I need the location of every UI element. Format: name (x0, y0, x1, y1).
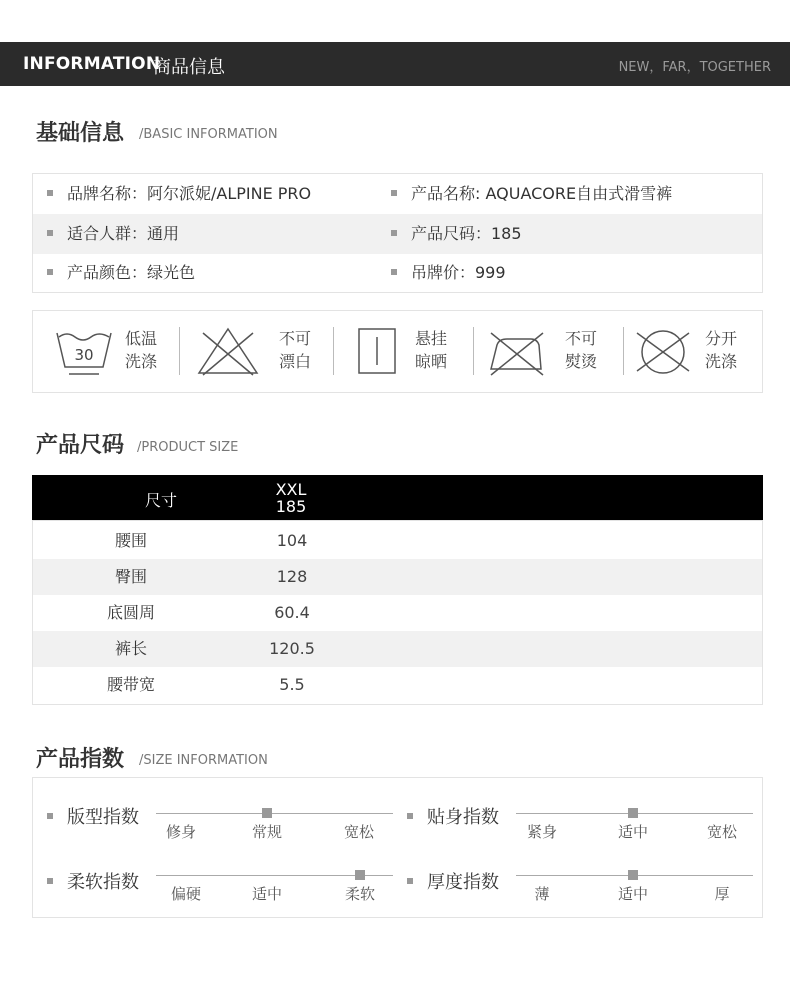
product-name: 产品名称: AQUACORE自由式滑雪裤 (411, 184, 673, 203)
header-title-zh: 商品信息 (153, 57, 225, 78)
care-label: 分开 洗涤 (705, 329, 738, 371)
fit-scale-marker (355, 870, 365, 880)
fit-option: 适中 (617, 823, 648, 841)
fit-option: 常规 (251, 823, 282, 841)
fit-option: 柔软 (344, 885, 375, 903)
fit-item-label: 贴身指数 (427, 807, 499, 828)
fit-item (47, 868, 139, 894)
divider (473, 327, 474, 375)
size-185: 185 (275, 497, 307, 516)
basic-info-box (32, 173, 763, 293)
bullet-icon (407, 813, 413, 819)
info-cell-left (47, 214, 179, 254)
row-label: 腰带宽 (106, 675, 155, 694)
size-header-label: 尺寸 (145, 491, 178, 510)
fit-option: 修身 (165, 823, 196, 841)
header-slogan: NEW，FAR，TOGETHER (618, 60, 771, 75)
bullet-icon (391, 269, 397, 275)
row-label: 臀围 (114, 567, 147, 586)
fit-option: 适中 (251, 885, 282, 903)
fit-title: 产品指数 (36, 747, 125, 772)
bullet-icon (47, 230, 53, 236)
bullet-icon (47, 878, 53, 884)
info-cell-right (391, 214, 522, 254)
table-row (33, 667, 762, 703)
size-header-size (253, 481, 329, 515)
bullet-icon (47, 813, 53, 819)
info-cell-right (391, 174, 672, 214)
row-value: 104 (276, 531, 308, 550)
info-row (33, 253, 762, 293)
fit-option: 薄 (534, 885, 550, 903)
header-title-en: INFORMATION (23, 54, 161, 74)
table-row (33, 523, 762, 559)
header-bar (0, 42, 790, 86)
target-group: 适合人群：通用 (67, 224, 180, 243)
fit-option: 厚 (714, 885, 730, 903)
fit-subtitle: /SIZE INFORMATION (139, 753, 268, 768)
fit-item-label: 厚度指数 (427, 872, 499, 893)
basic-info-subtitle: /BASIC INFORMATION (139, 127, 278, 142)
wash-30-icon (55, 327, 113, 377)
tag-price: 吊牌价：999 (411, 263, 506, 282)
product-size: 产品尺码：185 (411, 224, 522, 243)
bullet-icon (391, 190, 397, 196)
care-label: 悬挂 晾晒 (415, 329, 448, 371)
info-row (33, 214, 762, 254)
row-label: 底圆周 (106, 603, 155, 622)
bullet-icon (407, 878, 413, 884)
divider (179, 327, 180, 375)
care-box (32, 310, 763, 393)
fit-scale-marker (628, 808, 638, 818)
svg-text:30: 30 (74, 346, 94, 364)
fit-option: 紧身 (526, 823, 557, 841)
table-row (33, 559, 762, 595)
bullet-icon (391, 230, 397, 236)
separate-wash-icon (633, 327, 693, 377)
info-cell-left (47, 174, 311, 214)
size-subtitle: /PRODUCT SIZE (137, 440, 239, 455)
info-row (33, 174, 762, 214)
divider (623, 327, 624, 375)
fit-item-label: 版型指数 (67, 807, 139, 828)
size-table-body (32, 520, 763, 705)
row-value: 60.4 (274, 603, 310, 622)
no-bleach-icon (195, 325, 261, 377)
table-row (33, 631, 762, 667)
fit-option: 适中 (617, 885, 648, 903)
product-color: 产品颜色：绿光色 (67, 263, 196, 282)
fit-item (407, 803, 499, 829)
size-table-header (32, 475, 763, 520)
bullet-icon (47, 190, 53, 196)
fit-option: 宽松 (706, 823, 737, 841)
no-iron-icon (487, 325, 545, 377)
row-label: 腰围 (114, 531, 147, 550)
fit-option: 宽松 (343, 823, 374, 841)
basic-info-title: 基础信息 (36, 121, 125, 146)
row-value: 120.5 (269, 639, 315, 658)
fit-item-label: 柔软指数 (67, 872, 139, 893)
hang-dry-icon (355, 325, 399, 377)
size-xxl: XXL (275, 480, 307, 499)
row-value: 128 (276, 567, 308, 586)
care-label: 低温 洗涤 (125, 329, 158, 371)
divider (333, 327, 334, 375)
row-label: 裤长 (114, 639, 147, 658)
fit-scale-marker (262, 808, 272, 818)
care-label: 不可 漂白 (279, 329, 312, 371)
info-cell-left (47, 253, 195, 293)
fit-item (47, 803, 139, 829)
row-value: 5.5 (279, 675, 305, 694)
fit-scale-line (156, 813, 393, 814)
size-title: 产品尺码 (36, 433, 125, 458)
bullet-icon (47, 269, 53, 275)
fit-option: 偏硬 (170, 885, 201, 903)
care-label: 不可 熨烫 (565, 329, 598, 371)
fit-scale-marker (628, 870, 638, 880)
table-row (33, 595, 762, 631)
fit-item (407, 868, 499, 894)
brand-name: 品牌名称：阿尔派妮/ALPINE PRO (67, 184, 312, 203)
fit-box (32, 777, 763, 918)
info-cell-right (391, 253, 506, 293)
